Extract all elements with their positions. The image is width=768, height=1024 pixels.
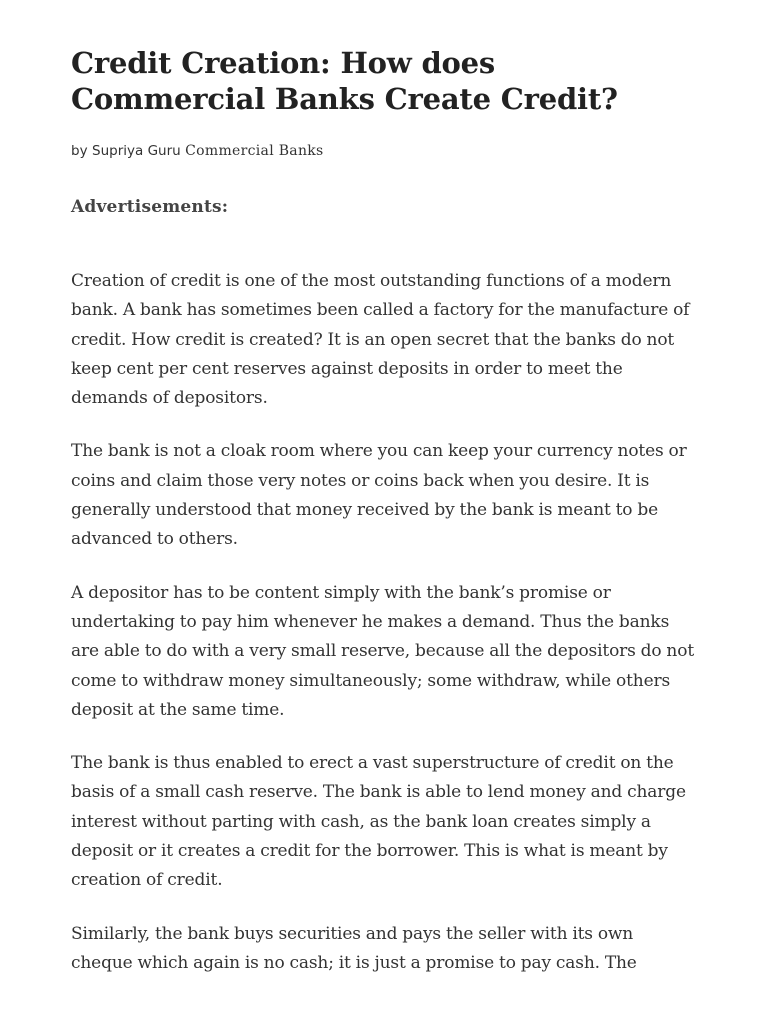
advertisements-label: Advertisements:: [71, 197, 229, 217]
paragraph: A depositor has to be content simply with the bank’s promise or undertaking to pay him whenever he makes a demand. Thus the banks are able to do with a very small reserve, because all the depositors do not come to withdraw money simultaneously; some withdraw, while others deposit at the same time.: [71, 582, 694, 720]
author-link[interactable]: Supriya Guru: [92, 143, 181, 159]
byline-prefix: by: [71, 143, 88, 159]
byline: [71, 141, 697, 161]
paragraph: Creation of credit is one of the most outstanding functions of a modern bank. A bank has sometimes been called a factory for the manufacture of credit. How credit is created? It is an open secret that the banks do not keep cent per cent reserves against deposits in order to meet the demands of depositors.: [71, 271, 690, 409]
paragraph: Similarly, the bank buys securities and pays the seller with its own cheque which again is no cash; it is just a promise to pay cash. The: [71, 923, 637, 973]
article-title: Credit Creation: How does Commercial Banks Create Credit?: [71, 46, 618, 116]
paragraph: The bank is thus enabled to erect a vast superstructure of credit on the basis of a small cash reserve. The bank is able to lend money and charge interest without parting with cash, as the bank loan creates simply a deposit or it creates a credit for the borrower. This is what is meant by creation of credit.: [71, 753, 686, 891]
paragraph: The bank is not a cloak room where you can keep your currency notes or coins and claim those very notes or coins back when you desire. It is generally understood that money received by the bank is meant to be advanced to others.: [71, 441, 687, 550]
category-link[interactable]: Commercial Banks: [185, 143, 324, 159]
article-body: [71, 267, 697, 978]
